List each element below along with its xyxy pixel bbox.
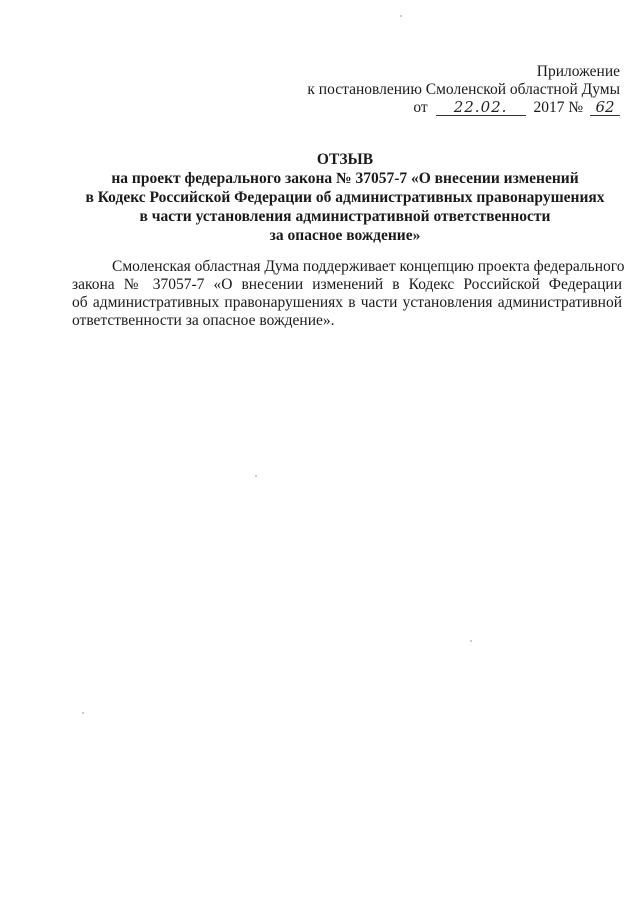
handwritten-number: 62	[590, 99, 620, 116]
body-line-4: ответственности за опасное вождение».	[72, 312, 335, 329]
title-line-3: в Кодекс Российской Федерации об административных правонарушениях	[85, 189, 605, 206]
body-line-1: Смоленская областная Дума поддерживает концепцию проекта федерального	[112, 258, 625, 275]
appendix-label: Приложение	[536, 63, 620, 80]
date-prefix: от	[413, 99, 428, 116]
scan-speck	[82, 712, 84, 714]
document-title	[60, 150, 630, 245]
body-line-2: закона № 37057-7 «О внесении изменений в Кодекс Российской Федерации	[72, 276, 622, 293]
body-line-3: об административных правонарушениях в части установления административной	[72, 294, 622, 311]
handwritten-date: 22.02.	[436, 99, 526, 116]
year-number-label: 2017 №	[533, 99, 584, 116]
scan-speck	[255, 475, 257, 477]
appendix-resolution-ref: к постановлению Смоленской областной Думы	[307, 81, 620, 98]
appendix-date-line	[220, 99, 620, 117]
title-line-4: в части установления административной ответственности	[139, 208, 551, 225]
title-line-2: на проект федерального закона № 37057-7 «О внесении изменений	[111, 170, 579, 187]
body-paragraph	[72, 258, 625, 330]
scan-speck	[400, 15, 402, 17]
scan-speck	[470, 640, 472, 642]
appendix-header	[220, 63, 620, 117]
title-heading: ОТЗЫВ	[316, 151, 374, 168]
title-line-5: за опасное вождение»	[269, 227, 421, 244]
